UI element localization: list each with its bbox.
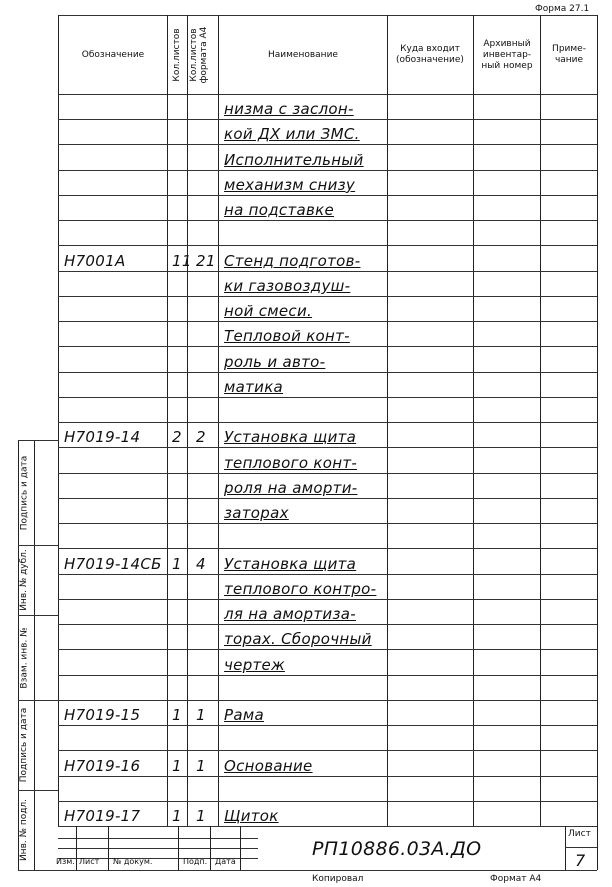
header-sheets: Кол.листов [172,28,182,82]
row-designation: Н7019-16 [64,756,141,775]
row-sheets: 1 [172,706,182,725]
row-line [58,220,597,221]
row-name: чертеж [224,655,285,674]
row-name: торах. Сборочный [224,630,372,649]
column-divider [58,15,59,826]
row-line [58,725,597,726]
row-name: ки газовоздуш- [224,276,351,295]
row-line [58,321,597,322]
frame-bottom [18,870,597,871]
row-line [58,624,597,625]
row-name: Рама [224,706,264,725]
row-name: Исполнительный [224,150,364,169]
row-line [58,700,597,701]
row-name: Щиток [224,807,279,825]
row-name: роля на аморти- [224,478,358,497]
frame-right [597,15,598,870]
tb-col-divider [178,826,179,870]
row-name: низма с заслон- [224,100,354,119]
row-sheets-a4: 21 [196,251,216,270]
column-divider [167,15,168,826]
row-line [58,346,597,347]
row-line [58,649,597,650]
tb-row-line [58,838,258,839]
row-name: на подставке [224,201,335,220]
row-name: заторах [224,504,289,523]
tb-sign: Подп. [183,857,208,866]
tb-sheet-number: 7 [575,851,586,870]
tb-list: Лист [79,857,100,866]
row-line [58,195,597,196]
header-archive: Архивный инвентар- ный номер [481,38,533,71]
row-line [58,498,597,499]
tb-col-divider [210,826,211,870]
tb-izm: Изм. [56,857,75,866]
tb-document-code: РП10886.03А.ДО [312,838,482,860]
row-line [58,523,597,524]
row-name: Основание [224,756,313,775]
tb-date: Дата [215,857,236,866]
row-sheets: 1 [172,807,182,825]
row-name: ля на амортиза- [224,605,356,624]
row-designation: Н7019-14 [64,428,141,447]
footer-format: Формат А4 [490,874,542,884]
header-name: Наименование [268,49,338,60]
row-sheets-a4: 4 [196,554,206,573]
row-sheets-a4: 2 [196,428,206,447]
row-line [58,750,597,751]
row-designation: Н7019-14СБ [64,554,162,573]
row-name: механизм снизу [224,175,356,194]
tb-sheet-label: Лист [568,829,591,839]
side-inner [34,440,35,870]
row-line [58,675,597,676]
row-sheets: 2 [172,428,182,447]
row-designation: Н7019-15 [64,706,141,725]
side-label: Взам. инв. № [19,626,29,689]
tb-sheet-line [565,847,597,848]
row-line [58,271,597,272]
column-divider [218,15,219,826]
tb-col-divider [108,826,109,870]
row-name: кой ДХ или ЗМС. [224,125,360,144]
row-name: Стенд подготов- [224,251,361,270]
row-line [58,372,597,373]
header-bottom [58,94,597,95]
header-sheets-a4-text: Кол.листов формата А4 [189,26,209,84]
row-name: Установка щита [224,554,357,573]
row-line [58,548,597,549]
column-divider [387,15,388,826]
side-label: Инв. № подл. [19,798,29,862]
row-sheets: 1 [172,756,182,775]
side-label: Инв. № дубл. [19,549,29,611]
row-name: ной смеси. [224,302,313,321]
row-line [58,119,597,120]
tb-doc: № докум. [113,857,153,866]
row-designation: Н7001А [64,251,126,270]
form-label: Форма 27.1 [535,4,590,14]
tb-row-line [58,848,258,849]
row-line [58,447,597,448]
row-line [58,599,597,600]
row-line [58,397,597,398]
row-name: теплового контро- [224,579,377,598]
row-name: роль и авто- [224,352,326,371]
row-line [58,144,597,145]
row-line [58,473,597,474]
header-sheets-a4 [189,15,211,95]
row-name: теплового конт- [224,453,358,472]
row-line [58,776,597,777]
row-sheets: 1 [172,554,182,573]
row-sheets-a4: 1 [196,807,206,825]
header-note: Приме- чание [552,44,586,65]
header-destination: Куда входит (обозначение) [396,44,464,65]
row-sheets-a4: 1 [196,756,206,775]
row-sheets: 11 [172,251,192,270]
row-designation: Н7019-17 [64,807,141,825]
column-divider [473,15,474,826]
header-designation: Обозначение [81,49,145,60]
row-name: матика [224,377,284,396]
row-line [58,422,597,423]
row-line [58,170,597,171]
row-line [58,801,597,802]
column-divider [187,15,188,826]
side-label: Подпись и дата [19,707,29,783]
tb-col-divider [240,826,241,870]
column-divider [540,15,541,826]
row-name: Установка щита [224,428,357,447]
row-sheets-a4: 1 [196,706,206,725]
tb-col-divider [76,826,77,870]
row-name: Тепловой конт- [224,327,350,346]
side-label: Подпись и дата [19,455,29,530]
footer-copied: Копировал [312,874,364,884]
row-line [58,245,597,246]
row-line [58,296,597,297]
row-line [58,574,597,575]
body-bottom [58,826,597,827]
tb-sheet-divider [565,826,566,870]
